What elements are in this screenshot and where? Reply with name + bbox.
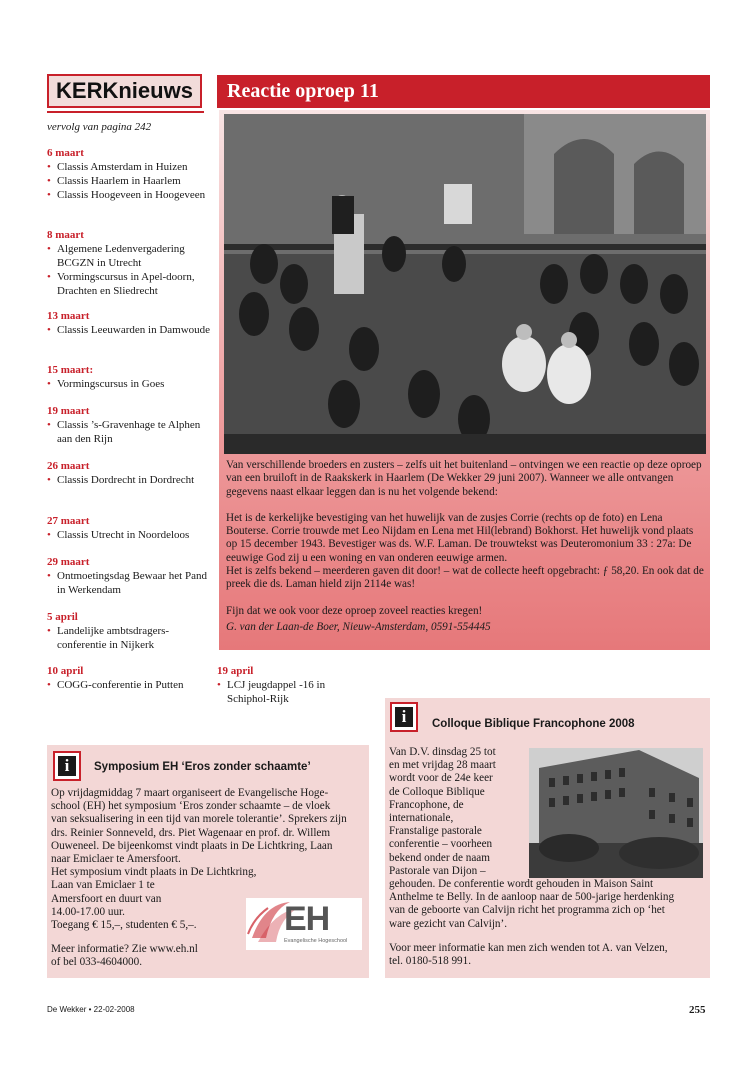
agenda-item: • LCJ jeugdappel -16 in Schiphol-Rijk	[217, 678, 357, 706]
agenda-item: • Vormingscursus in Goes	[47, 377, 212, 391]
agenda-group	[47, 460, 212, 487]
symposium-line: naar Emiclaer te Amersfoort.	[51, 853, 181, 866]
colloque-info-line: Voor meer informatie kan men zich wenden tot A. van Velzen,	[389, 941, 668, 954]
symposium-line: school (EH) het symposium ‘Eros zonder schaamte – de vloek	[51, 800, 331, 813]
colloque-line: en met vrijdag 28 maart	[389, 759, 496, 772]
info-icon: i	[390, 702, 418, 732]
agenda-group	[47, 665, 212, 692]
agenda-date: 6 maart	[47, 147, 84, 159]
agenda-date: 19 maart	[47, 405, 90, 417]
symposium-line: Laan van Emiclaer 1 te	[51, 879, 155, 892]
continued-note: vervolg van pagina 242	[47, 121, 152, 133]
colloque-line: Francophone, de	[389, 798, 464, 811]
agenda-group	[47, 147, 212, 202]
symposium-line: Ouweneel. De bijeenkomst vindt plaats in De Lichtkring, Laan	[51, 839, 333, 852]
symposium-title: Symposium EH ‘Eros zonder schaamte’	[94, 761, 311, 773]
colloque-line: internationale,	[389, 812, 454, 825]
info-icon: i	[53, 751, 81, 781]
agenda-group	[217, 665, 357, 706]
agenda-date: 10 april	[47, 665, 84, 677]
reactie-paragraph: Het is zelfs bekend – meerderen gaven dit door! – wat de collecte heeft opgebracht: ƒ 58,20. En ook dat de preek die ds. Laman hield zijn 2114e was!	[226, 565, 704, 591]
article-title: Reactie oproep 11	[217, 75, 710, 108]
colloque-line: gehouden. De conferentie wordt gehouden in Maison Saint	[389, 878, 654, 891]
reactie-signature: G. van der Laan-de Boer, Nieuw-Amsterdam, 0591-554445	[226, 620, 491, 633]
colloque-line: wordt voor de 24e keer	[389, 772, 493, 785]
agenda-item: • Ontmoetingsdag Bewaar het Pand in Werkendam	[47, 569, 212, 597]
wedding-photo	[224, 114, 706, 454]
symposium-line: drs. Reinier Sonneveld, drs. Piet Wagenaar en prof. dr. Willem	[51, 826, 331, 839]
colloque-info-line: tel. 0180-518 991.	[389, 955, 472, 968]
agenda-item: • Classis Leeuwarden in Damwoude	[47, 323, 212, 337]
agenda-item: • Vormingscursus in Apel-doorn, Drachten en Sliedrecht	[47, 270, 212, 298]
agenda-item: • Classis ’s-Gravenhage te Alphen aan den Rijn	[47, 418, 212, 446]
agenda-date: 26 maart	[47, 460, 90, 472]
agenda-date: 19 april	[217, 665, 254, 677]
symposium-info-line: Meer informatie? Zie www.eh.nl	[51, 943, 198, 956]
section-title: KERKnieuws	[47, 74, 202, 108]
publication-footer: De Wekker • 22-02-2008	[47, 1005, 135, 1014]
colloque-body	[389, 746, 709, 968]
agenda-item: • COGG-conferentie in Putten	[47, 678, 212, 692]
agenda-date: 29 maart	[47, 556, 90, 568]
colloque-title: Colloque Biblique Francophone 2008	[432, 718, 635, 730]
agenda-date: 13 maart	[47, 310, 90, 322]
agenda-group	[47, 364, 212, 391]
agenda-group	[47, 611, 212, 652]
eh-logo-subtext: Evangelische Hogeschool	[284, 938, 348, 944]
reactie-text	[226, 459, 704, 647]
section-divider	[47, 111, 204, 113]
reactie-paragraph: Van verschillende broeders en zusters – zelfs uit het buitenland – ontvingen we een reactie op deze oproep van een bruiloft in de Raakskerk in Haarlem (De Wekker 29 juni 2007). Wanneer we alle ontvangen gegevens naast elkaar leggen dan is nu het volgende bekend:	[226, 459, 702, 498]
reactie-paragraph: Het is de kerkelijke bevestiging van het huwelijk van de zusjes Corrie (rechts op de foto) en Lena Bouterse. Corrie trouwde met Leo Nijdam en Lena met Hil(lebrand) Bokhorst. Het huwelijk vond plaats op 15 december 1943. Bevestiger was ds. W.F. Laman. De trouwtekst was Deuteromonium 33 : 27a: De eeuwige God zij u een woning en van onderen eeuwige armen.	[226, 511, 694, 564]
colloque-line: Franstalige pastorale	[389, 825, 482, 838]
reactie-paragraph: Fijn dat we ook voor deze oproep zoveel reacties kregen!	[226, 604, 483, 617]
agenda-date: 27 maart	[47, 515, 90, 527]
agenda-group	[47, 405, 212, 446]
colloque-line: Pastorale van Dijon –	[389, 864, 486, 877]
symposium-line: 14.00-17.00 uur.	[51, 905, 125, 918]
page-number: 255	[689, 1004, 706, 1016]
agenda-item: • Classis Haarlem in Haarlem	[47, 174, 212, 188]
symposium-line: Toegang € 15,–, studenten € 5,–.	[51, 919, 197, 932]
agenda-date: 5 april	[47, 611, 78, 623]
agenda-group	[47, 515, 212, 542]
agenda-group	[47, 556, 212, 597]
agenda-item: • Classis Dordrecht in Dordrecht	[47, 473, 212, 487]
symposium-line: van seksualisering in een tijd van morele tolerantie’. Sprekers zijn	[51, 813, 347, 826]
symposium-info-line: of bel 033-4604000.	[51, 956, 143, 969]
agenda-date: 8 maart	[47, 229, 84, 241]
agenda-item: • Classis Hoogeveen in Hoogeveen	[47, 188, 212, 202]
symposium-line: Het symposium vindt plaats in De Lichtkring,	[51, 866, 257, 879]
colloque-line: conferentie – voorheen	[389, 838, 493, 851]
colloque-line: de Colloque Biblique	[389, 785, 485, 798]
agenda-group	[47, 229, 212, 298]
colloque-line: Van D.V. dinsdag 25 tot	[389, 746, 496, 758]
colloque-line: Anthelme te Belly. In de aanloop naar de 500-jarige herdenking	[389, 891, 675, 904]
agenda-item: • Classis Amsterdam in Huizen	[47, 160, 212, 174]
symposium-line: Amersfoort en duurt van	[51, 892, 162, 905]
agenda-item: • Algemene Ledenvergadering BCGZN in Utrecht	[47, 242, 212, 270]
symposium-line: Op vrijdagmiddag 7 maart organiseert de Evangelische Hoge-	[51, 787, 329, 799]
colloque-line: ware gezicht van Calvijn’.	[389, 917, 508, 930]
agenda-group	[47, 310, 212, 337]
colloque-line: van de geboorte van Calvijn richt het programma zich op ‘het	[389, 904, 665, 917]
agenda-date: 15 maart:	[47, 364, 94, 376]
colloque-line: bekend onder de naam	[389, 851, 490, 864]
agenda-item: • Landelijke ambtsdragers-conferentie in Nijkerk	[47, 624, 212, 652]
eh-logo-text: EH	[284, 900, 330, 938]
eh-logo	[246, 898, 362, 950]
colloque-box	[385, 698, 710, 978]
agenda-item: • Classis Utrecht in Noordeloos	[47, 528, 212, 542]
